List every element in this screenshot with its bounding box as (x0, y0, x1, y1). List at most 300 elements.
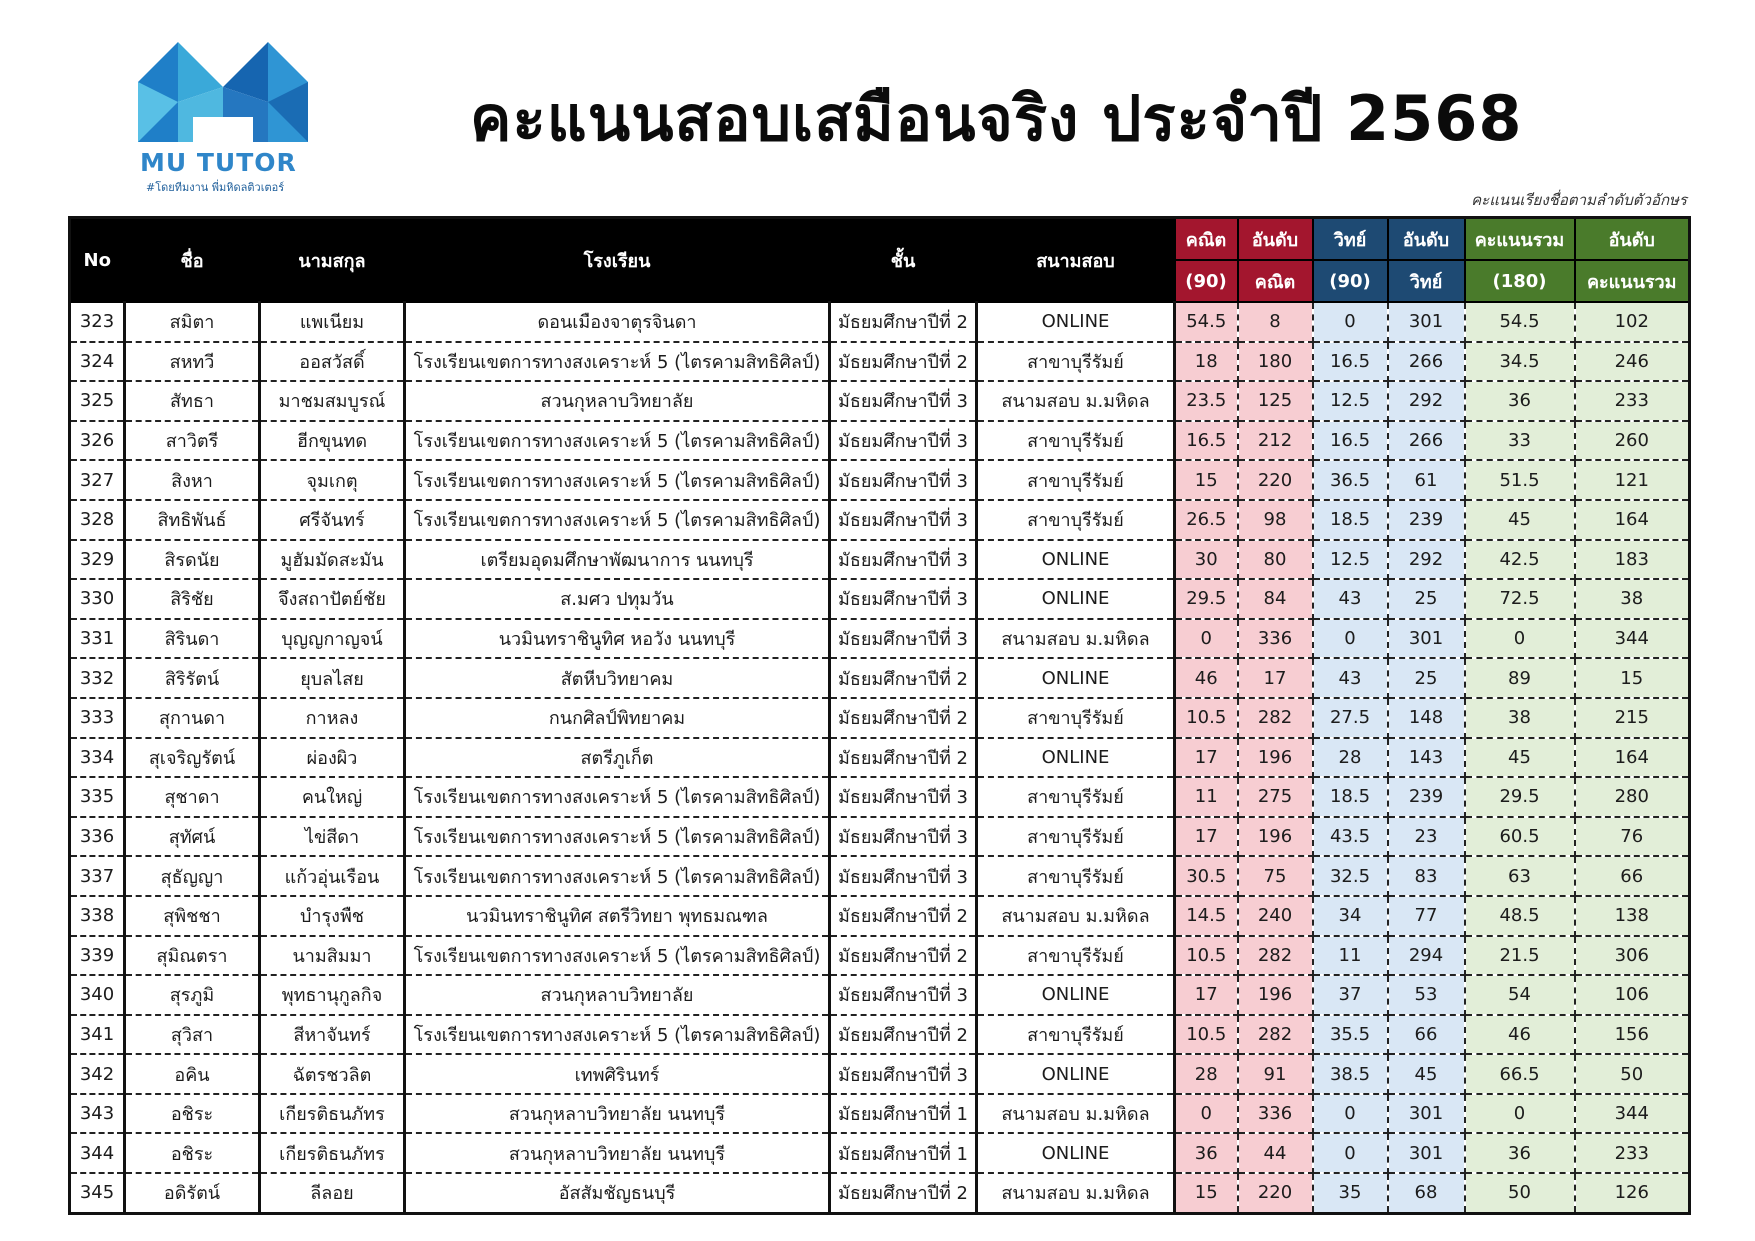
cell-math: 10.5 (1175, 936, 1238, 976)
cell-total-rank: 164 (1575, 500, 1690, 540)
cell-grade: มัธยมศึกษาปีที่ 2 (830, 1173, 977, 1213)
cell-last-name: แก้วอุ่นเรือน (260, 856, 405, 896)
cell-sci-rank: 292 (1388, 540, 1465, 580)
col-header-total-rank-sub: คะแนนรวม (1575, 260, 1690, 302)
cell-no: 328 (70, 500, 125, 540)
cell-school: สตรีภูเก็ต (405, 738, 830, 778)
table-row (70, 975, 1690, 1015)
cell-sci: 11 (1313, 936, 1388, 976)
table-row (70, 777, 1690, 817)
cell-total: 54.5 (1465, 302, 1575, 342)
cell-last-name: ออสวัสดิ์ (260, 342, 405, 382)
cell-grade: มัธยมศึกษาปีที่ 3 (830, 579, 977, 619)
cell-last-name: แพเนียม (260, 302, 405, 342)
cell-math-rank: 75 (1238, 856, 1313, 896)
cell-no: 330 (70, 579, 125, 619)
cell-total-rank: 306 (1575, 936, 1690, 976)
col-header-school: โรงเรียน (405, 218, 830, 303)
cell-school: อัสสัมชัญธนบุรี (405, 1173, 830, 1213)
cell-school: โรงเรียนเขตการทางสงเคราะห์ 5 (ไตรคามสิทธิศิลป์) (405, 777, 830, 817)
cell-math-rank: 212 (1238, 421, 1313, 461)
cell-grade: มัธยมศึกษาปีที่ 3 (830, 817, 977, 857)
cell-last-name: นามสิมมา (260, 936, 405, 976)
cell-last-name: พุทธานุกูลกิจ (260, 975, 405, 1015)
cell-venue: สนามสอบ ม.มหิดล (977, 896, 1175, 936)
cell-last-name: เกียรติธนภัทร (260, 1094, 405, 1134)
cell-grade: มัธยมศึกษาปีที่ 3 (830, 975, 977, 1015)
cell-venue: สนามสอบ ม.มหิดล (977, 1094, 1175, 1134)
cell-total: 36 (1465, 381, 1575, 421)
col-header-sci-rank-sub: วิทย์ (1388, 260, 1465, 302)
cell-sci-rank: 53 (1388, 975, 1465, 1015)
table-row (70, 540, 1690, 580)
col-header-math-rank-sub: คณิต (1238, 260, 1313, 302)
col-header-last-name: นามสกุล (260, 218, 405, 303)
table-row (70, 936, 1690, 976)
cell-math-rank: 17 (1238, 658, 1313, 698)
cell-math-rank: 196 (1238, 738, 1313, 778)
cell-grade: มัธยมศึกษาปีที่ 2 (830, 698, 977, 738)
cell-math: 17 (1175, 738, 1238, 778)
col-header-math-max: (90) (1175, 260, 1238, 302)
cell-total-rank: 344 (1575, 619, 1690, 659)
cell-total: 72.5 (1465, 579, 1575, 619)
cell-school: สวนกุหลาบวิทยาลัย นนทบุรี (405, 1094, 830, 1134)
cell-no: 341 (70, 1015, 125, 1055)
cell-school: สวนกุหลาบวิทยาลัย (405, 381, 830, 421)
cell-first-name: สุชาดา (125, 777, 260, 817)
cell-total: 36 (1465, 1133, 1575, 1173)
cell-total: 66.5 (1465, 1054, 1575, 1094)
cell-venue: สาขาบุรีรัมย์ (977, 777, 1175, 817)
cell-first-name: อชิระ (125, 1133, 260, 1173)
cell-first-name: สุเจริญรัตน์ (125, 738, 260, 778)
cell-sci-rank: 25 (1388, 579, 1465, 619)
cell-total-rank: 280 (1575, 777, 1690, 817)
cell-math: 17 (1175, 975, 1238, 1015)
cell-grade: มัธยมศึกษาปีที่ 3 (830, 460, 977, 500)
cell-school: โรงเรียนเขตการทางสงเคราะห์ 5 (ไตรคามสิทธิศิลป์) (405, 500, 830, 540)
table-row (70, 738, 1690, 778)
cell-school: เตรียมอุดมศึกษาพัฒนาการ นนทบุรี (405, 540, 830, 580)
cell-sci: 37 (1313, 975, 1388, 1015)
cell-total: 63 (1465, 856, 1575, 896)
cell-total: 38 (1465, 698, 1575, 738)
cell-no: 337 (70, 856, 125, 896)
cell-sci-rank: 148 (1388, 698, 1465, 738)
cell-venue: ONLINE (977, 1133, 1175, 1173)
col-header-sci-rank: อันดับ (1388, 218, 1465, 261)
col-header-no: No (70, 218, 125, 303)
cell-total: 0 (1465, 1094, 1575, 1134)
cell-first-name: อคิน (125, 1054, 260, 1094)
cell-math-rank: 8 (1238, 302, 1313, 342)
cell-school: กนกศิลป์พิทยาคม (405, 698, 830, 738)
cell-sci: 0 (1313, 302, 1388, 342)
cell-math-rank: 196 (1238, 817, 1313, 857)
cell-grade: มัธยมศึกษาปีที่ 1 (830, 1133, 977, 1173)
cell-first-name: สุวิสา (125, 1015, 260, 1055)
brand-name: MU TUTOR (140, 148, 297, 177)
sort-note: คะแนนเรียงชื่อตามลำดับตัวอักษร (1471, 191, 1687, 209)
cell-venue: สาขาบุรีรัมย์ (977, 817, 1175, 857)
cell-sci-rank: 301 (1388, 1133, 1465, 1173)
cell-sci: 28 (1313, 738, 1388, 778)
cell-first-name: สุมิณตรา (125, 936, 260, 976)
cell-sci-rank: 239 (1388, 777, 1465, 817)
cell-math: 0 (1175, 619, 1238, 659)
score-table-body (70, 302, 1690, 1213)
cell-total: 45 (1465, 738, 1575, 778)
cell-total-rank: 121 (1575, 460, 1690, 500)
cell-math-rank: 336 (1238, 1094, 1313, 1134)
cell-math-rank: 282 (1238, 698, 1313, 738)
cell-venue: สนามสอบ ม.มหิดล (977, 381, 1175, 421)
cell-sci: 12.5 (1313, 540, 1388, 580)
cell-first-name: สาวิตรี (125, 421, 260, 461)
cell-grade: มัธยมศึกษาปีที่ 3 (830, 381, 977, 421)
cell-first-name: สุธัญญา (125, 856, 260, 896)
col-header-sci: วิทย์ (1313, 218, 1388, 261)
cell-venue: สาขาบุรีรัมย์ (977, 698, 1175, 738)
cell-total: 54 (1465, 975, 1575, 1015)
cell-total: 42.5 (1465, 540, 1575, 580)
cell-first-name: อชิระ (125, 1094, 260, 1134)
cell-school: สวนกุหลาบวิทยาลัย นนทบุรี (405, 1133, 830, 1173)
cell-total-rank: 38 (1575, 579, 1690, 619)
cell-sci: 27.5 (1313, 698, 1388, 738)
col-header-venue: สนามสอบ (977, 218, 1175, 303)
table-row (70, 817, 1690, 857)
table-row (70, 1173, 1690, 1213)
cell-sci: 43 (1313, 658, 1388, 698)
cell-math: 30.5 (1175, 856, 1238, 896)
col-header-first-name: ชื่อ (125, 218, 260, 303)
cell-total: 0 (1465, 619, 1575, 659)
cell-no: 323 (70, 302, 125, 342)
cell-math: 23.5 (1175, 381, 1238, 421)
cell-sci: 35 (1313, 1173, 1388, 1213)
cell-venue: สาขาบุรีรัมย์ (977, 936, 1175, 976)
cell-venue: สาขาบุรีรัมย์ (977, 460, 1175, 500)
cell-sci-rank: 301 (1388, 1094, 1465, 1134)
col-header-grade: ชั้น (830, 218, 977, 303)
table-row (70, 1094, 1690, 1134)
cell-total: 89 (1465, 658, 1575, 698)
cell-first-name: สหทวี (125, 342, 260, 382)
cell-sci: 34 (1313, 896, 1388, 936)
cell-sci: 0 (1313, 1094, 1388, 1134)
cell-no: 343 (70, 1094, 125, 1134)
cell-venue: ONLINE (977, 540, 1175, 580)
cell-math-rank: 275 (1238, 777, 1313, 817)
col-header-math: คณิต (1175, 218, 1238, 261)
cell-sci-rank: 292 (1388, 381, 1465, 421)
cell-sci-rank: 294 (1388, 936, 1465, 976)
cell-school: สวนกุหลาบวิทยาลัย (405, 975, 830, 1015)
cell-total-rank: 344 (1575, 1094, 1690, 1134)
cell-math: 46 (1175, 658, 1238, 698)
cell-no: 342 (70, 1054, 125, 1094)
cell-sci-rank: 83 (1388, 856, 1465, 896)
cell-no: 336 (70, 817, 125, 857)
cell-grade: มัธยมศึกษาปีที่ 3 (830, 500, 977, 540)
table-row (70, 1133, 1690, 1173)
cell-grade: มัธยมศึกษาปีที่ 2 (830, 302, 977, 342)
cell-sci-rank: 23 (1388, 817, 1465, 857)
cell-total-rank: 233 (1575, 1133, 1690, 1173)
cell-sci-rank: 66 (1388, 1015, 1465, 1055)
cell-venue: ONLINE (977, 302, 1175, 342)
cell-sci: 38.5 (1313, 1054, 1388, 1094)
cell-no: 344 (70, 1133, 125, 1173)
col-header-total-max: (180) (1465, 260, 1575, 302)
cell-grade: มัธยมศึกษาปีที่ 2 (830, 936, 977, 976)
cell-sci: 0 (1313, 1133, 1388, 1173)
cell-school: เทพศิรินทร์ (405, 1054, 830, 1094)
cell-sci: 36.5 (1313, 460, 1388, 500)
cell-venue: ONLINE (977, 579, 1175, 619)
cell-sci-rank: 239 (1388, 500, 1465, 540)
cell-math-rank: 98 (1238, 500, 1313, 540)
cell-last-name: ศรีจันทร์ (260, 500, 405, 540)
cell-last-name: บุญญกาญจน์ (260, 619, 405, 659)
cell-math-rank: 125 (1238, 381, 1313, 421)
cell-math-rank: 84 (1238, 579, 1313, 619)
cell-no: 335 (70, 777, 125, 817)
cell-no: 340 (70, 975, 125, 1015)
cell-total-rank: 126 (1575, 1173, 1690, 1213)
cell-sci-rank: 68 (1388, 1173, 1465, 1213)
cell-total: 21.5 (1465, 936, 1575, 976)
cell-school: โรงเรียนเขตการทางสงเคราะห์ 5 (ไตรคามสิทธิศิลป์) (405, 1015, 830, 1055)
cell-math-rank: 282 (1238, 1015, 1313, 1055)
cell-sci-rank: 266 (1388, 421, 1465, 461)
cell-math: 29.5 (1175, 579, 1238, 619)
cell-sci: 18.5 (1313, 777, 1388, 817)
cell-no: 345 (70, 1173, 125, 1213)
cell-no: 327 (70, 460, 125, 500)
cell-math: 15 (1175, 1173, 1238, 1213)
col-header-total-rank: อันดับ (1575, 218, 1690, 261)
cell-last-name: คนใหญ่ (260, 777, 405, 817)
cell-math: 10.5 (1175, 698, 1238, 738)
cell-no: 331 (70, 619, 125, 659)
cell-sci: 16.5 (1313, 342, 1388, 382)
table-row (70, 856, 1690, 896)
cell-math-rank: 220 (1238, 1173, 1313, 1213)
cell-sci: 0 (1313, 619, 1388, 659)
cell-venue: สาขาบุรีรัมย์ (977, 342, 1175, 382)
cell-total-rank: 76 (1575, 817, 1690, 857)
cell-first-name: สิรินดา (125, 619, 260, 659)
cell-sci: 32.5 (1313, 856, 1388, 896)
cell-math: 14.5 (1175, 896, 1238, 936)
cell-total-rank: 233 (1575, 381, 1690, 421)
cell-total: 48.5 (1465, 896, 1575, 936)
table-row (70, 658, 1690, 698)
cell-grade: มัธยมศึกษาปีที่ 3 (830, 421, 977, 461)
cell-math-rank: 80 (1238, 540, 1313, 580)
cell-total-rank: 156 (1575, 1015, 1690, 1055)
cell-school: โรงเรียนเขตการทางสงเคราะห์ 5 (ไตรคามสิทธิศิลป์) (405, 460, 830, 500)
cell-grade: มัธยมศึกษาปีที่ 2 (830, 738, 977, 778)
cell-school: โรงเรียนเขตการทางสงเคราะห์ 5 (ไตรคามสิทธิศิลป์) (405, 342, 830, 382)
cell-first-name: อดิรัตน์ (125, 1173, 260, 1213)
cell-grade: มัธยมศึกษาปีที่ 2 (830, 342, 977, 382)
cell-last-name: ลีลอย (260, 1173, 405, 1213)
cell-venue: ONLINE (977, 738, 1175, 778)
table-row (70, 1015, 1690, 1055)
cell-no: 325 (70, 381, 125, 421)
cell-math-rank: 91 (1238, 1054, 1313, 1094)
cell-first-name: สิทธิพันธ์ (125, 500, 260, 540)
cell-no: 339 (70, 936, 125, 976)
cell-no: 334 (70, 738, 125, 778)
cell-grade: มัธยมศึกษาปีที่ 1 (830, 1094, 977, 1134)
cell-no: 326 (70, 421, 125, 461)
cell-venue: สาขาบุรีรัมย์ (977, 856, 1175, 896)
cell-school: ส.มศว ปทุมวัน (405, 579, 830, 619)
cell-math: 11 (1175, 777, 1238, 817)
cell-sci-rank: 143 (1388, 738, 1465, 778)
cell-first-name: สิรดนัย (125, 540, 260, 580)
cell-total-rank: 215 (1575, 698, 1690, 738)
table-row (70, 1054, 1690, 1094)
cell-total: 46 (1465, 1015, 1575, 1055)
cell-school: นวมินทราชินูทิศ หอวัง นนทบุรี (405, 619, 830, 659)
cell-total-rank: 106 (1575, 975, 1690, 1015)
cell-last-name: สีหาจันทร์ (260, 1015, 405, 1055)
cell-total-rank: 102 (1575, 302, 1690, 342)
cell-school: สัตหีบวิทยาคม (405, 658, 830, 698)
cell-last-name: จุมเกตุ (260, 460, 405, 500)
table-row (70, 302, 1690, 342)
cell-math-rank: 180 (1238, 342, 1313, 382)
cell-last-name: ฮีกขุนทด (260, 421, 405, 461)
cell-last-name: ยุบลไสย (260, 658, 405, 698)
cell-last-name: ไข่สีดา (260, 817, 405, 857)
cell-math-rank: 44 (1238, 1133, 1313, 1173)
cell-venue: สนามสอบ ม.มหิดล (977, 619, 1175, 659)
cell-venue: สาขาบุรีรัมย์ (977, 500, 1175, 540)
cell-total: 50 (1465, 1173, 1575, 1213)
cell-math: 28 (1175, 1054, 1238, 1094)
cell-math-rank: 196 (1238, 975, 1313, 1015)
cell-last-name: กาหลง (260, 698, 405, 738)
cell-first-name: สมิตา (125, 302, 260, 342)
table-row (70, 579, 1690, 619)
table-row (70, 896, 1690, 936)
cell-sci-rank: 61 (1388, 460, 1465, 500)
cell-total-rank: 183 (1575, 540, 1690, 580)
cell-total: 29.5 (1465, 777, 1575, 817)
cell-venue: ONLINE (977, 1054, 1175, 1094)
cell-school: โรงเรียนเขตการทางสงเคราะห์ 5 (ไตรคามสิทธิศิลป์) (405, 936, 830, 976)
cell-no: 329 (70, 540, 125, 580)
cell-grade: มัธยมศึกษาปีที่ 2 (830, 658, 977, 698)
cell-no: 332 (70, 658, 125, 698)
brand-tagline: #โดยทีมงาน พี่มหิดลติวเตอร์ (146, 181, 285, 194)
cell-sci: 35.5 (1313, 1015, 1388, 1055)
cell-math: 30 (1175, 540, 1238, 580)
cell-math: 36 (1175, 1133, 1238, 1173)
cell-last-name: ผ่องผิว (260, 738, 405, 778)
cell-last-name: บำรุงพืช (260, 896, 405, 936)
cell-math: 10.5 (1175, 1015, 1238, 1055)
cell-sci-rank: 266 (1388, 342, 1465, 382)
cell-venue: ONLINE (977, 975, 1175, 1015)
cell-first-name: สัทธา (125, 381, 260, 421)
cell-sci-rank: 301 (1388, 619, 1465, 659)
cell-no: 338 (70, 896, 125, 936)
cell-grade: มัธยมศึกษาปีที่ 3 (830, 1054, 977, 1094)
cell-math: 16.5 (1175, 421, 1238, 461)
cell-sci-rank: 45 (1388, 1054, 1465, 1094)
cell-math: 26.5 (1175, 500, 1238, 540)
cell-first-name: สิริรัตน์ (125, 658, 260, 698)
score-table (68, 216, 1691, 1215)
cell-no: 324 (70, 342, 125, 382)
cell-math-rank: 336 (1238, 619, 1313, 659)
cell-sci: 12.5 (1313, 381, 1388, 421)
table-row (70, 342, 1690, 382)
cell-sci-rank: 77 (1388, 896, 1465, 936)
cell-math: 18 (1175, 342, 1238, 382)
cell-first-name: สิงหา (125, 460, 260, 500)
cell-school: นวมินทราชินูทิศ สตรีวิทยา พุทธมณฑล (405, 896, 830, 936)
cell-school: โรงเรียนเขตการทางสงเคราะห์ 5 (ไตรคามสิทธิศิลป์) (405, 421, 830, 461)
cell-venue: สาขาบุรีรัมย์ (977, 1015, 1175, 1055)
cell-math: 54.5 (1175, 302, 1238, 342)
table-row (70, 619, 1690, 659)
cell-first-name: สุพิชชา (125, 896, 260, 936)
table-row (70, 421, 1690, 461)
cell-venue: สนามสอบ ม.มหิดล (977, 1173, 1175, 1213)
table-row (70, 381, 1690, 421)
header-row-1 (70, 218, 1690, 261)
cell-math: 17 (1175, 817, 1238, 857)
col-header-total: คะแนนรวม (1465, 218, 1575, 261)
cell-sci: 16.5 (1313, 421, 1388, 461)
col-header-math-rank: อันดับ (1238, 218, 1313, 261)
cell-sci: 43.5 (1313, 817, 1388, 857)
cell-venue: ONLINE (977, 658, 1175, 698)
cell-grade: มัธยมศึกษาปีที่ 3 (830, 619, 977, 659)
cell-grade: มัธยมศึกษาปีที่ 2 (830, 1015, 977, 1055)
cell-grade: มัธยมศึกษาปีที่ 3 (830, 540, 977, 580)
cell-last-name: เกียรติธนภัทร (260, 1133, 405, 1173)
cell-grade: มัธยมศึกษาปีที่ 2 (830, 896, 977, 936)
cell-school: ดอนเมืองจาตุรจินดา (405, 302, 830, 342)
cell-math: 15 (1175, 460, 1238, 500)
cell-total-rank: 246 (1575, 342, 1690, 382)
cell-venue: สาขาบุรีรัมย์ (977, 421, 1175, 461)
cell-total: 45 (1465, 500, 1575, 540)
cell-sci: 43 (1313, 579, 1388, 619)
cell-total-rank: 138 (1575, 896, 1690, 936)
cell-first-name: สุทัศน์ (125, 817, 260, 857)
cell-total-rank: 15 (1575, 658, 1690, 698)
cell-school: โรงเรียนเขตการทางสงเคราะห์ 5 (ไตรคามสิทธิศิลป์) (405, 856, 830, 896)
table-row (70, 500, 1690, 540)
cell-first-name: สิริชัย (125, 579, 260, 619)
cell-total-rank: 164 (1575, 738, 1690, 778)
table-row (70, 698, 1690, 738)
cell-sci-rank: 25 (1388, 658, 1465, 698)
cell-last-name: มาชมสมบูรณ์ (260, 381, 405, 421)
cell-total-rank: 260 (1575, 421, 1690, 461)
